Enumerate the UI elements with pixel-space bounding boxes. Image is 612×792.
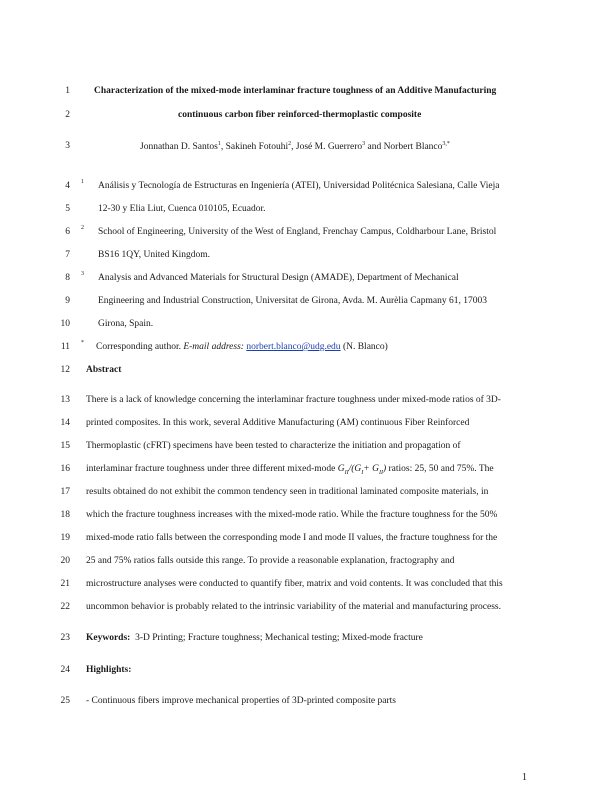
- affiliation-3-line-2: Engineering and Industrial Construction, Universitat de Girona, Avda. M. Aurèlia Capmany 61, 17003: [98, 296, 487, 306]
- keywords-text: 3-D Printing; Fracture toughness; Mechanical testing; Mixed-mode fracture: [135, 633, 423, 643]
- email-label: E-mail address:: [183, 342, 244, 352]
- abstract-heading: Abstract: [86, 365, 122, 375]
- highlight-item: - Continuous fibers improve mechanical properties of 3D-printed composite parts: [86, 696, 396, 706]
- paper-title-line-1: Characterization of the mixed-mode interlaminar fracture toughness of an Additive Manufacturing: [94, 86, 497, 96]
- abstract-line: [86, 464, 494, 476]
- line-number: 19: [60, 533, 70, 543]
- affiliation-2-line-2: BS16 1QY, United Kingdom.: [98, 250, 210, 260]
- affiliation-marker: 2: [81, 225, 84, 231]
- abstract-line: 25 and 75% ratios falls outside this range. To provide a reasonable explanation, fractography and: [86, 556, 455, 566]
- affiliation-3-line-3: Girona, Spain.: [98, 319, 154, 329]
- page-number: 1: [522, 772, 527, 783]
- line-number: 13: [60, 395, 70, 405]
- author-affil-sup: 3: [362, 141, 366, 147]
- abstract-line: which the fracture toughness increases with the mixed-mode ratio. While the fracture toughness for the 50%: [86, 510, 498, 520]
- email-link[interactable]: norbert.blanco@udg.edu: [246, 342, 341, 352]
- author-affil-sup: 2: [288, 141, 292, 147]
- line-number: 20: [60, 556, 70, 566]
- author-affil-sup: 1: [217, 141, 221, 147]
- highlights-heading: Highlights:: [86, 665, 132, 675]
- abstract-line: results obtained do not exhibit the common tendency seen in traditional laminated composite materials, in: [86, 487, 489, 497]
- line-number: 15: [60, 441, 70, 451]
- author-name: Sakineh Fotouhi: [225, 142, 289, 153]
- line-number: 10: [60, 319, 70, 329]
- line-number: 18: [60, 510, 70, 520]
- line-number: 8: [65, 273, 70, 283]
- abstract-text: interlaminar fracture toughness under three different mixed-mode: [86, 464, 336, 474]
- author-name: Jonnathan D. Santos: [140, 142, 218, 153]
- line-number: 12: [60, 365, 70, 375]
- abstract-text: ratios: 25, 50 and 75%. The: [388, 464, 494, 474]
- line-number: 25: [60, 696, 70, 706]
- line-number: 21: [60, 579, 70, 589]
- line-number: 3: [65, 141, 70, 151]
- line-number: 14: [60, 418, 70, 428]
- line-number: 24: [60, 665, 70, 675]
- line-number: 5: [65, 204, 70, 214]
- abstract-line: uncommon behavior is probably related to the intrinsic variability of the material and manufacturing process.: [86, 602, 501, 612]
- line-number: 9: [65, 296, 70, 306]
- author-name: and Norbert Blanco: [367, 142, 443, 153]
- line-number: 6: [65, 227, 70, 237]
- affiliation-3-line-1: Analysis and Advanced Materials for Structural Design (AMADE), Department of Mechanical: [98, 273, 459, 283]
- corresponding-prefix: Corresponding author.: [96, 342, 181, 352]
- corresponding-suffix: (N. Blanco): [342, 342, 388, 352]
- author-name: José M. Guerrero: [295, 142, 363, 153]
- line-number: 7: [65, 250, 70, 260]
- line-number: 2: [65, 110, 70, 120]
- line-number: 17: [60, 487, 70, 497]
- line-number: 16: [60, 464, 70, 474]
- affiliation-2-line-1: School of Engineering, University of the West of England, Frenchay Campus, Coldharbour Lane, Bristol: [98, 227, 497, 237]
- paper-title-line-2: continuous carbon fiber reinforced-thermoplastic composite: [178, 110, 422, 120]
- line-number: 4: [65, 181, 70, 191]
- affiliation-1-line-1: Análisis y Tecnología de Estructuras en Ingeniería (ATEI), Universidad Politécnica Salesiana, Calle Vieja: [98, 181, 500, 191]
- keywords: [86, 633, 423, 643]
- abstract-line: printed composites. In this work, several Additive Manufacturing (AM) continuous Fiber Reinforced: [86, 418, 470, 428]
- line-number: 1: [65, 86, 70, 96]
- corresponding-marker: *: [81, 340, 84, 346]
- keywords-label: Keywords:: [86, 633, 131, 643]
- abstract-line: There is a lack of knowledge concerning the interlaminar fracture toughness under mixed-mode ratios of 3D-: [86, 395, 501, 405]
- corresponding-author: [96, 342, 388, 352]
- author-affil-sup: 3,*: [442, 141, 450, 147]
- affiliation-marker: 1: [81, 179, 84, 185]
- abstract-line: mixed-mode ratio falls between the corresponding mode I and mode II values, the fracture toughness for the: [86, 533, 498, 543]
- line-number: 23: [60, 633, 70, 643]
- abstract-line: Thermoplastic (cFRT) specimens have been tested to characterize the initiation and propagation of: [86, 441, 461, 451]
- abstract-line: microstructure analyses were conducted to quantify fiber, matrix and void contents. It was concluded that this: [86, 579, 503, 589]
- line-number: 11: [60, 342, 70, 352]
- affiliation-marker: 3: [81, 271, 84, 277]
- mixed-mode-formula: $G_{II}/(G_I+ G_{II})$: [337, 464, 387, 476]
- affiliation-1-line-2: 12-30 y Elia Liut, Cuenca 010105, Ecuador.: [98, 204, 266, 214]
- author-list: Jonnathan D. Santos$^1$, Sakineh Fotouhi$^2$, José M. Guerrero$^3$ and Norbert Blanco$^{3,*}$: [140, 141, 450, 153]
- line-number: 22: [60, 602, 70, 612]
